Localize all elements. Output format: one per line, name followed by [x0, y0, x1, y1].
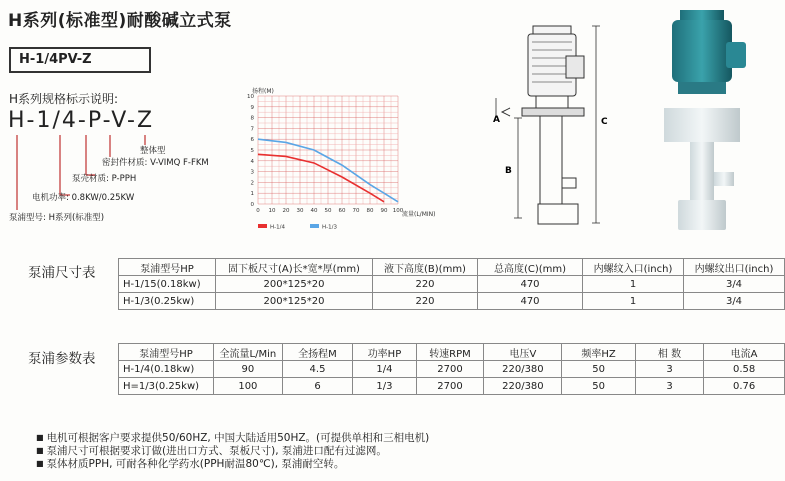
param-cell: 90: [214, 361, 282, 378]
spec-heading: H系列规格标示说明:: [9, 92, 119, 106]
param-header-cell: 相 数: [635, 344, 703, 361]
page-title: H系列(标准型)耐酸碱立式泵: [8, 11, 232, 31]
size-cell: 220: [373, 276, 478, 293]
param-cell: 1/4: [353, 361, 416, 378]
x-tick-label: 10: [268, 208, 276, 214]
x-tick-label: 40: [310, 208, 318, 214]
param-cell: 4.5: [282, 361, 353, 378]
legend-label: H-1/4: [270, 224, 285, 231]
pump-photo: [650, 4, 770, 239]
size-header-cell: 液下高度(B)(mm): [373, 259, 478, 276]
dim-c: C: [601, 117, 608, 127]
size-cell: 220: [373, 293, 478, 310]
size-cell: 1: [583, 276, 684, 293]
param-header-cell: 电压V: [484, 344, 562, 361]
param-cell: 2700: [416, 361, 484, 378]
spec-label-type: 泵浦型号: H系列(标准型): [9, 213, 105, 223]
param-header-cell: 全扬程M: [282, 344, 353, 361]
param-cell: 3: [635, 378, 703, 395]
param-table-label: 泵浦参数表: [28, 351, 96, 367]
notes-list: [36, 432, 429, 471]
param-header-cell: 电流A: [704, 344, 785, 361]
y-tick-label: 0: [250, 202, 254, 208]
y-tick-label: 1: [250, 191, 254, 198]
x-tick-label: 20: [282, 208, 290, 214]
legend-swatch: [258, 224, 267, 228]
param-cell: 220/380: [484, 378, 562, 395]
legend-label: H-1/3: [322, 224, 337, 231]
param-cell: 3: [635, 361, 703, 378]
chart-ylabel: 扬程(M): [252, 88, 274, 95]
param-cell: 0.58: [704, 361, 785, 378]
y-tick-label: 6: [250, 137, 254, 144]
table-row: [119, 378, 785, 395]
size-cell: 1: [583, 293, 684, 310]
performance-chart: [238, 84, 478, 244]
x-tick-label: 60: [338, 208, 346, 214]
x-tick-label: 100: [392, 208, 404, 214]
x-tick-label: 30: [296, 208, 304, 214]
y-tick-label: 8: [250, 115, 254, 122]
param-header-cell: 全流量L/Min: [214, 344, 282, 361]
spec-label-power: 电机功率: 0.8KW/0.25KW: [32, 193, 135, 203]
y-tick-label: 5: [250, 148, 254, 154]
dim-b: B: [505, 166, 512, 176]
legend-swatch: [310, 224, 319, 228]
x-tick-label: 50: [324, 208, 332, 214]
note-item: ■ 泵浦尺寸可根据要求订做(进出口方式、泵板尺寸), 泵浦进口配有过滤网。: [36, 445, 429, 458]
param-header-cell: 频率HZ: [562, 344, 635, 361]
size-header-cell: 内螺纹入口(inch): [583, 259, 684, 276]
spec-label-shell: 泵壳材质: P-PPH: [72, 174, 137, 184]
table-row: [119, 361, 785, 378]
param-cell: H-1/4(0.18kw): [119, 361, 214, 378]
param-header-cell: 泵浦型号HP: [119, 344, 214, 361]
x-tick-label: 80: [366, 208, 374, 214]
size-cell: H-1/15(0.18kw): [119, 276, 216, 293]
y-tick-label: 10: [247, 94, 254, 100]
size-header-cell: 内螺纹出口(inch): [684, 259, 785, 276]
pump-dimension-drawing: [488, 18, 628, 233]
size-table-header: [119, 259, 785, 276]
size-cell: 3/4: [684, 293, 785, 310]
size-cell: 470: [478, 293, 583, 310]
size-header-cell: 总高度(C)(mm): [478, 259, 583, 276]
size-cell: 200*125*20: [216, 293, 373, 310]
param-cell: 220/380: [484, 361, 562, 378]
model-number: H-1/4PV-Z: [9, 47, 151, 73]
x-tick-label: 70: [352, 208, 360, 214]
table-row: [119, 293, 785, 310]
param-cell: 0.76: [704, 378, 785, 395]
param-header-cell: 功率HP: [353, 344, 416, 361]
size-cell: H-1/3(0.25kw): [119, 293, 216, 310]
size-table: [118, 258, 785, 310]
param-cell: 100: [214, 378, 282, 395]
y-tick-label: 4: [250, 158, 254, 165]
y-tick-label: 3: [250, 169, 254, 176]
param-cell: 1/3: [353, 378, 416, 395]
spec-label-seal: 密封件材质: V-VIMQ F-FKM: [102, 158, 209, 168]
param-cell: 50: [562, 361, 635, 378]
spec-label-structure: 整体型: [140, 146, 166, 156]
param-cell: 6: [282, 378, 353, 395]
param-cell: 2700: [416, 378, 484, 395]
note-item: ■ 电机可根据客户要求提供50/60HZ, 中国大陆适用50HZ。(可提供单相和三相电机): [36, 432, 429, 445]
x-tick-label: 90: [380, 208, 388, 214]
y-tick-label: 7: [250, 126, 254, 133]
y-tick-label: 2: [250, 180, 254, 187]
param-cell: 50: [562, 378, 635, 395]
table-row: [119, 276, 785, 293]
y-tick-label: 9: [250, 104, 254, 111]
param-table-header: [119, 344, 785, 361]
param-header-cell: 转速RPM: [416, 344, 484, 361]
dim-a: A: [493, 115, 500, 125]
size-header-cell: 固下板尺寸(A)长*宽*厚(mm): [216, 259, 373, 276]
note-item: ■ 泵体材质PPH, 可耐各种化学药水(PPH耐温80℃), 泵浦耐空转。: [36, 458, 429, 471]
param-cell: H=1/3(0.25kw): [119, 378, 214, 395]
spec-code: H-1/4-P-V-Z: [8, 108, 155, 133]
size-header-cell: 泵浦型号HP: [119, 259, 216, 276]
x-tick-label: 0: [256, 208, 260, 214]
size-cell: 470: [478, 276, 583, 293]
size-cell: 200*125*20: [216, 276, 373, 293]
size-cell: 3/4: [684, 276, 785, 293]
param-table: [118, 343, 785, 395]
size-table-label: 泵浦尺寸表: [28, 265, 96, 281]
chart-xlabel: 流量(L/MIN): [402, 211, 436, 218]
